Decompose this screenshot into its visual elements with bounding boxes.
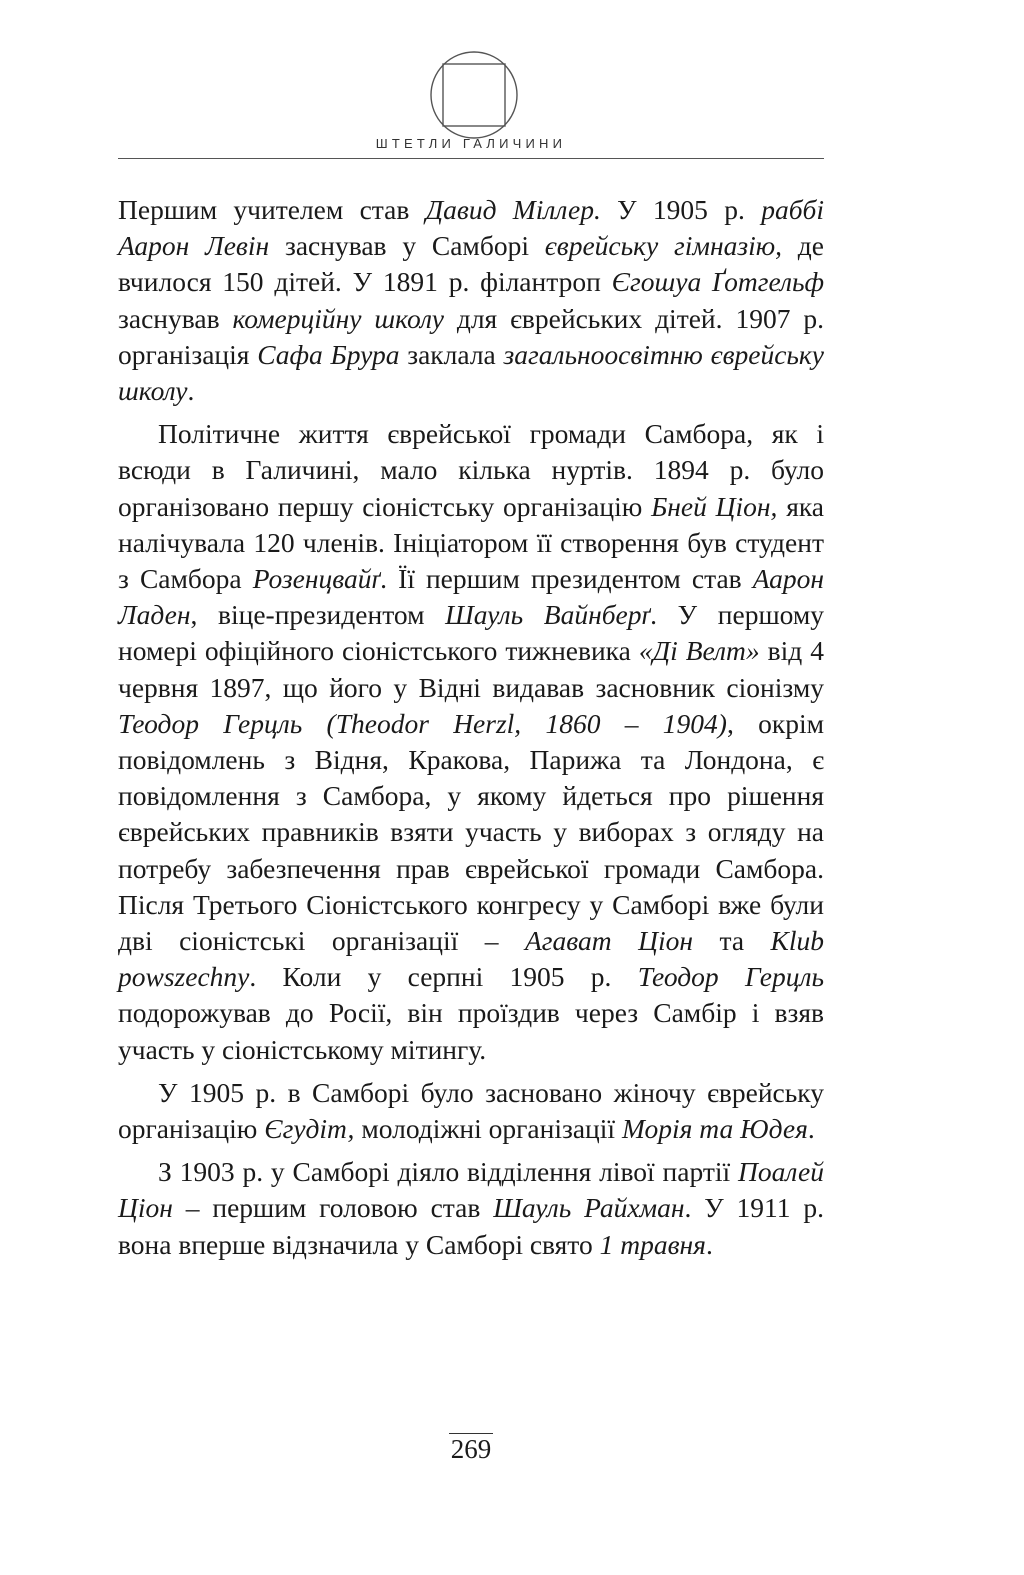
text-segment: .: [807, 1113, 815, 1145]
text-segment: Першим учителем став: [118, 194, 426, 225]
italic-segment: комерційну школу: [232, 302, 444, 334]
italic-segment: Шауль Райхман: [493, 1192, 685, 1224]
circle-square-emblem-icon: [429, 50, 519, 140]
text-segment: та: [692, 925, 771, 957]
italic-segment: Поалей Ціон: [118, 1156, 824, 1224]
italic-segment: раббі Аарон Левін: [118, 194, 824, 262]
text-segment: У 1905 р. в Самборі було засновано жіночу єврейську організацію: [118, 1076, 824, 1145]
paragraph: [118, 416, 824, 1068]
text-segment: . У першому номері офіційного сіоністського тижневика: [118, 599, 824, 667]
text-segment: заснував у Самборі: [269, 230, 545, 262]
italic-segment: Бней Ціон,: [651, 490, 778, 522]
text-segment: – першим головою став: [172, 1192, 494, 1224]
text-segment: молодіжні організації: [354, 1113, 622, 1145]
italic-segment: Давид Міллер.: [425, 194, 601, 225]
italic-segment: Сафа Брура: [257, 338, 400, 370]
text-segment: заклала: [399, 338, 504, 370]
text-segment: де вчилося 150 дітей. У 1891 р. філантроп: [118, 230, 824, 298]
text-segment: З 1903 р. у Самборі діяло відділення лівої партії: [158, 1156, 738, 1188]
text-segment: яка налічувала 120 членів. Ініціатором її створення був студент з Самбора: [118, 490, 824, 595]
page-number: 269: [450, 1434, 492, 1464]
italic-segment: Аарон Ладен: [118, 563, 824, 631]
italic-segment: Розенцвайґ: [252, 563, 381, 595]
page-number-footer: [118, 1434, 824, 1465]
running-head: ШТЕТЛИ ГАЛИЧИНИ: [375, 136, 567, 151]
italic-segment: Шауль Вайнберґ: [445, 599, 651, 631]
paragraph: [118, 1075, 824, 1147]
paragraph: [118, 1154, 824, 1263]
text-segment: подорожував до Росії, він проїздив через Самбір і взяв участь у сіоністському мітингу.: [118, 997, 824, 1065]
text-segment: заснував: [118, 302, 233, 334]
italic-segment: Теодор Герцль: [637, 961, 825, 993]
text-segment: , окрім повідомлень з Відня, Кракова, Парижа та Лондона, є повідомлення з Самбора, у якому йдеться про рішення єврейських правників взяти участь у виборах з огляду на потребу забезпечення прав єврейської громади Самбора. Після Третього Сіоністського конгресу у Самборі вже були дві сіоністські організації –: [118, 707, 824, 957]
paragraph: [118, 192, 824, 409]
text-segment: . У 1911 р. вона вперше відзначила у Самборі свято: [118, 1192, 824, 1260]
italic-segment: єврейську гімназію,: [544, 230, 782, 262]
italic-segment: «Ді Велт»: [638, 635, 760, 667]
text-segment: від 4 червня 1897, що його у Відні видавав засновник сіонізму: [118, 635, 824, 703]
text-segment: .: [705, 1228, 713, 1260]
italic-segment: Єгошуа Ґотгельф: [611, 266, 825, 298]
text-segment: , віце-президентом: [190, 599, 446, 631]
italic-segment: Морія та Юдея: [621, 1113, 808, 1145]
text-segment: . Її першим президентом став: [380, 563, 753, 595]
italic-segment: 1 травня: [599, 1228, 706, 1260]
italic-segment: Агават Ціон: [524, 925, 693, 957]
body-text: [118, 192, 824, 1270]
text-segment: для єврейських дітей. 1907 р. організація: [118, 302, 824, 370]
italic-segment: Єгудіт,: [264, 1113, 355, 1145]
text-segment: Політичне життя єврейської громади Самбора, як і всюди в Галичині, мало кілька нуртів. 1894 р. було організовано першу сіоністську організацію: [118, 418, 824, 522]
text-segment: У 1905 р.: [600, 194, 762, 225]
italic-segment: Теодор Герцль (Theodor Herzl, 1860 – 1904): [118, 707, 727, 739]
italic-segment: Klub powszechny: [118, 925, 824, 993]
text-segment: . Коли у серпні 1905 р.: [249, 961, 638, 993]
header-rule: [118, 158, 824, 159]
italic-segment: загальноосвітню єврейську школу: [118, 338, 824, 407]
text-segment: .: [187, 375, 195, 407]
